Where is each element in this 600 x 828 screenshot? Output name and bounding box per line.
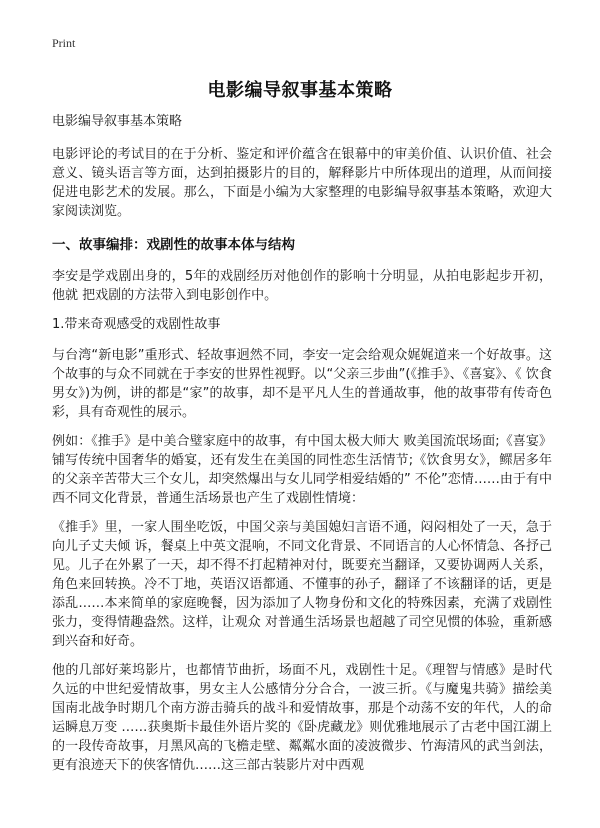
article-body bbox=[52, 112, 552, 785]
paragraph-4: 《推手》里，一家人围坐吃饭，中国父亲与美国媳妇言语不通，闷闷相处了一天，急于向儿子丈夫倾 诉，餐桌上中英文混响，不同文化背景、不同语言的人心怀情急、各抒己见。儿子在外累了一天，却不得不打起精神对付，既要充当翻译，又要协调两人关系，角色来回转换。冷不丁地，英语汉语都通、不懂事的孙子，翻译了不该翻译的话，更是添乱……本来简单的家庭晚餐，因为添加了人物身份和文化的特殊因素，充满了戏剧性张力，变得情趣盎然。这样，让观众 对普通生活场景也超越了司空见惯的体验，重新感到兴奋和好奇。 bbox=[52, 520, 552, 649]
paragraph-3: 例如：《推手》是中美合璧家庭中的故事，有中国太极大师大 败美国流氓场面;《喜宴》铺写传统中国奢华的婚宴，还有发生在美国的同性恋生活情节;《饮食男女》，鳏居多年的父亲辛苦带大三个女儿，却突然爆出与女儿同学相爱结婚的” 不伦”恋情……由于有中西不同文化背景，普通生活场景也产生了戏剧性情境： bbox=[52, 434, 552, 506]
article-subtitle: 电影编导叙事基本策略 bbox=[52, 114, 183, 129]
paragraph-2: 与台湾“新电影”重形式、轻故事迥然不同，李安一定会给观众娓娓道来一个好故事。这 个故事的与众不同就在于李安的世界性视野。以“父亲三步曲”(《推手》、《喜宴》、《 饮食男女》)为例，讲的都是“家”的故事，却不是平凡人生的普通故事，他的故事带有传奇色彩，具有奇观性的展示。 bbox=[52, 348, 552, 420]
page-title: 电影编导叙事基本策略 bbox=[207, 80, 393, 101]
paragraph-1: 李安是学戏剧出身的，5年的戏剧经历对他创作的影响十分明显，从拍电影起步开初，他就 把戏剧的方法带入到电影创作中。 bbox=[52, 269, 552, 303]
section-heading: 一、故事编排：戏剧性的故事本体与结构 bbox=[52, 237, 295, 253]
intro-paragraph: 电影评论的考试目的在于分析、鉴定和评价蕴含在银幕中的审美价值、认识价值、社会意义、镜头语言等方面，达到拍摄影片的目的，解释影片中所体现出的道理，从而间接促进电影艺术的发展。那么，下面是小编为大家整理的电影编导叙事基本策略，欢迎大家阅读浏览。 bbox=[52, 147, 552, 219]
print-link[interactable]: Print bbox=[52, 36, 76, 50]
paragraph-5: 他的几部好莱坞影片，也都情节曲折，场面不凡，戏剧性十足。《理智与情感》是时代久远的中世纪爱情故事，男女主人公感情分分合合，一波三折。《与魔鬼共骑》描绘美国南北战争时期几个南方游击骑兵的战斗和爱情故事，那是个动荡不安的年代，人的命运瞬息万变 ……获奥斯卡最佳外语片奖的《卧虎藏龙》则优雅地展示了古老中国江湖上的一段传奇故事，月黑风高的飞檐走壁、粼粼水面的凌波微步、竹海清风的武当剑法，更有浪迹天下的侠客情仇……这三部古装影片对中西观 bbox=[52, 663, 552, 773]
subsection-heading: 1.带来奇观感受的戏剧性故事 bbox=[52, 317, 221, 332]
